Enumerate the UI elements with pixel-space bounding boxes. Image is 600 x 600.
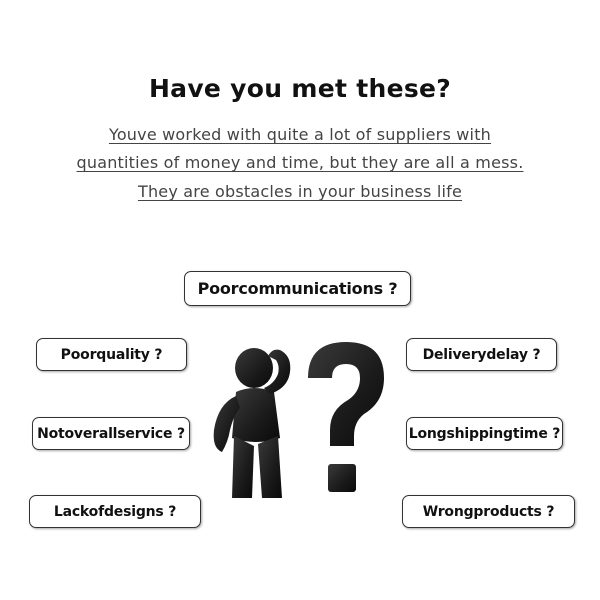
- subtitle-line-2: quantities of money and time, but they are all a mess.: [76, 153, 524, 172]
- problem-long-shipping-time: Longshippingtime ?: [406, 417, 563, 450]
- problem-lack-of-designs: Lackofdesigns ?: [29, 495, 201, 528]
- subtitle-line-1: Youve worked with quite a lot of suppliers with: [108, 125, 492, 144]
- question-mark-shape: [308, 342, 384, 492]
- problem-poor-quality: Poorquality ?: [36, 338, 187, 371]
- subtitle-line-3: They are obstacles in your business life: [137, 182, 463, 201]
- thinking-person-svg: [196, 330, 396, 506]
- person-figure: [214, 348, 291, 498]
- problem-no-overall-service: Notoverallservice ?: [32, 417, 190, 450]
- problem-poor-communications: Poorcommunications ?: [184, 271, 411, 306]
- problem-wrong-products: Wrongproducts ?: [402, 495, 575, 528]
- problem-delivery-delay: Deliverydelay ?: [406, 338, 557, 371]
- page-title: Have you met these?: [148, 74, 452, 103]
- thinking-person-question-mark-icon: [196, 330, 396, 506]
